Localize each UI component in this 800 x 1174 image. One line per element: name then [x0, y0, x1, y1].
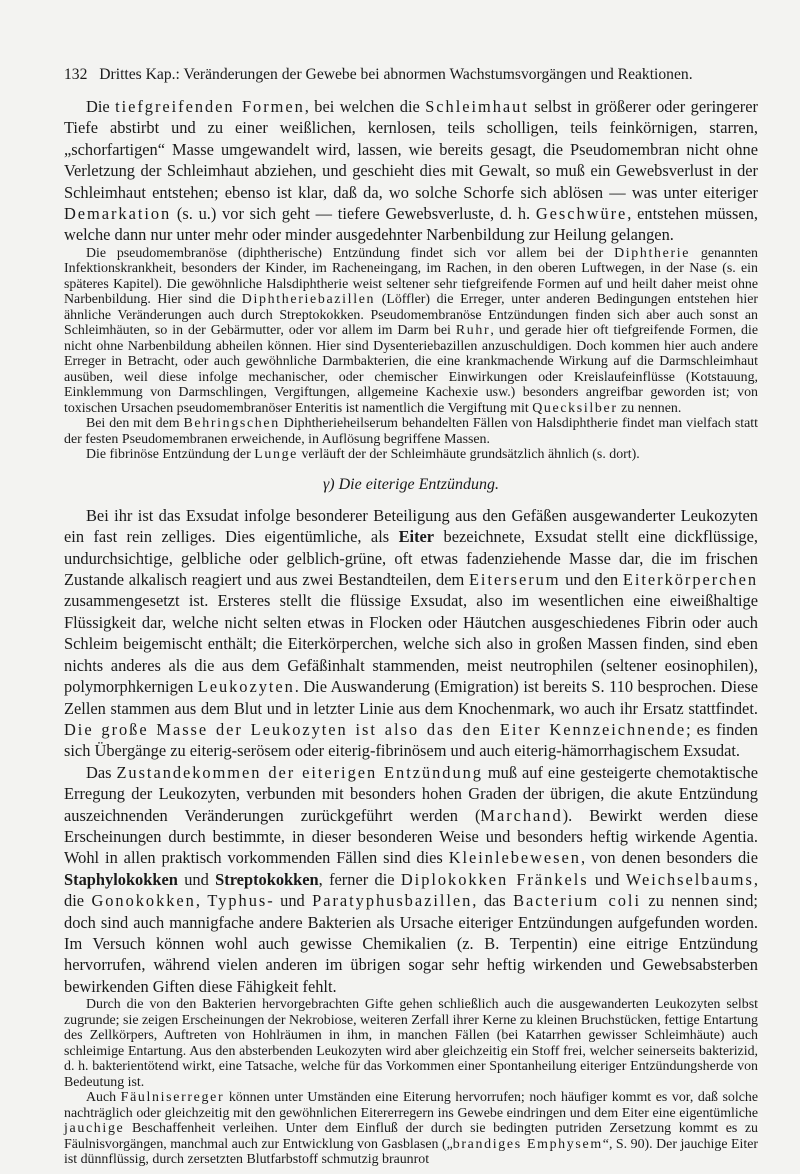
spaced-emphasis: brandiges Emphysem — [452, 1136, 603, 1152]
text-run: Beschaffenheit verleihen. Unter dem Einfluß der durch sie bedingten putriden Zersetzung kommt es zu Fäulnisvorgängen, manchmal auch zur Entwicklung von Gasblasen („ — [64, 1121, 758, 1152]
small-paragraph — [64, 246, 758, 417]
spaced-emphasis: Eiterserum — [468, 570, 561, 590]
spaced-emphasis: Weichselbaums — [625, 869, 754, 889]
paragraph — [64, 96, 758, 246]
bold-term: Staphylokokken — [64, 869, 178, 889]
small-paragraph — [64, 447, 758, 463]
text-run: genannten Infektionskrankheit, besonders der Kinder, im Racheneingang, im Rachen, in den oberen Luftwegen, in der Nase (s. ein späteres Kapitel). Die gewöhnliche Halsdiphtherie weist seltener sehr tiefgreifende Formen auf und heilt daher meist ohne Narbenbildung. Hier sind die — [64, 245, 758, 308]
text-run: Durch die von den Bakterien hervorgebrachten Gifte gehen schließlich auch die ausgewanderten Leukozyten selbst zugrunde; sie zeigen Erscheinungen der Nekrobiose, weiteren Zerfall ihrer Kerne zu kleinen Bruchstücken, fettige Entartung des Zellkörpers, Auftreten von Hohlräumen in ihm, in manchen Fällen (bei Katarrhen gewisser Schleimhäute) auch schleimige Entartung. Aus den absterbenden Leukozyten wird aber gleichzeitig ein Stoff frei, welcher seinerseits bakterizid, d. h. bakterientötend wirkt, eine Tatsache, welche für das Vorkommen einer Spontanheilung eiteriger Entzündungsherde von Bedeutung ist. — [64, 997, 758, 1090]
spaced-emphasis: Diphtherie — [614, 245, 691, 261]
spaced-emphasis: Marchand — [480, 805, 563, 825]
text-run: , von denen besonders die — [580, 848, 758, 868]
bold-term: Streptokokken — [215, 869, 319, 889]
text-run: , entstehen müssen, welche dann nur unter mehr oder minder ausgedehnter Narbenbildung zur Heilung gelangen. — [64, 204, 758, 245]
small-paragraph — [64, 997, 758, 1090]
text-run: muß auf eine gesteigerte chemotaktische Erregung der Leukozyten, verbunden mit besonders hohen Graden der übrigen, die akute Entzündung auszeichnenden Veränderungen zurückgeführt werden ( — [64, 762, 758, 825]
paragraph — [64, 505, 758, 762]
spaced-emphasis: Ruhr — [455, 323, 491, 339]
text-run: , und gerade hier oft tiefgreifende Formen, die nicht ohne Narbenbildung abheilen können. Hier sind Dysenteriebazillen anzuschuldigen. Doch kommen hier auch andere Erreger in Betracht, oder auch gewöhnliche Darmbakterien, die eine krankmachende Wirkung auf die Darmschleimhaut ausüben, weil diese infolge mechanischer, oder chemischer Einwirkungen oder Kreislaufeinflüsse (Kotstauung, Einklemmung von Darmschlingen, Vergiftungen, allgemeine Kachexie usw.) besonders angreifbar geworden ist; von toxischen Ursachen pseudomembranöser Enteritis ist namentlich die Vergiftung mit — [64, 323, 758, 416]
section-heading: γ) Die eiterige Entzündung. — [322, 475, 500, 493]
text-run: und — [588, 869, 626, 889]
spaced-emphasis: Eiterkörperchen — [622, 570, 758, 590]
text-run: selbst in größerer oder geringerer Tiefe abstirbt und zu einer weißlichen, kernlosen, teils scholligen, teils feinkörnigen, starren, „schorfartigen“ Masse umgewandelt wird, lassen, wie bereits gesagt, die Pseudomembran nicht ohne Verletzung der Schleimhaut abziehen, und geschieht dies mit Gewalt, so muß ein Gewebsverlust in der Schleimhaut entstehen; ebenso ist klar, daß da, wo solche Schorfe sich ablösen — was unter eiteriger — [64, 97, 758, 202]
spaced-emphasis: Kleinlebewesen — [448, 848, 581, 868]
running-title: Drittes Kap.: Veränderungen der Gewebe bei abnormen Wachstumsvorgängen und Reaktionen. — [99, 66, 693, 83]
text-run: Bei ihr ist das Exsudat infolge besonderer Beteiligung aus den Gefäßen ausgewanderter Leukozyten ein fast rein zelliges. Dies eigentümliche, als — [64, 505, 758, 547]
text-run: ; es finden sich Übergänge zu eiterig-serösem oder eiterig-fibrinösem und auch eiterig-hämorrhagischem Exsudat. — [64, 719, 758, 761]
text-run: verläuft der der Schleimhäute grundsätzlich ähnlich (s. dort). — [298, 447, 640, 463]
text-run: Die — [86, 97, 116, 116]
text-run: , ferner die — [318, 869, 401, 889]
text-run: zusammengesetzt ist. Ersteres stellt die flüssige Exsudat, also im wesentlichen eine eiweißhaltige Flüssigkeit dar, welche nicht selten etwas in Flocken oder Häutchen ausgeschiedenes Fibrin oder auch Schleim beigemischt enthält; die Eiterkörperchen, welche sich also in großen Massen finden, sind eben nichts anderes als die aus dem Gefäßinhalt stammenden, meist neutrophilen (seltener eosinophilen), polymorphkernigen — [64, 591, 758, 697]
text-run: . Die Auswanderung (Emigration) ist bereits S. 110 besprochen. Diese Zellen stammen aus dem Blut und in letzter Linie aus dem Knochenmark, wo auch ihr Ersatz stattfindet. — [64, 677, 758, 718]
spaced-emphasis: Bacterium coli — [513, 891, 641, 911]
running-head — [64, 66, 758, 84]
text-run: , bei welchen die — [304, 97, 426, 116]
small-paragraph — [64, 1090, 758, 1168]
spaced-emphasis: Lunge — [254, 447, 299, 463]
text-run: und den — [560, 570, 623, 590]
spaced-emphasis: Demarkation — [64, 204, 172, 224]
spaced-emphasis: Diplokokken Fränkels — [400, 869, 589, 889]
text-run: (s. u.) vor sich geht — tiefere Gewebsverluste, d. h. — [171, 204, 536, 224]
spaced-emphasis: Diphtheriebazillen — [241, 292, 376, 308]
text-run: , das — [472, 891, 514, 911]
spaced-emphasis: Behringschen — [183, 416, 280, 432]
spaced-emphasis: Fäulniserreger — [120, 1090, 225, 1106]
text-run: und — [177, 869, 216, 889]
spaced-emphasis: Gonokokken — [91, 891, 196, 911]
paragraph — [64, 762, 758, 997]
text-run: Auch — [86, 1090, 121, 1106]
spaced-emphasis: Geschwüre — [535, 204, 628, 224]
spaced-emphasis: jauchige — [64, 1121, 125, 1137]
text-run: Die fibrinöse Entzündung der — [86, 447, 255, 463]
spaced-emphasis: Leukozyten — [197, 677, 295, 697]
text-run: Das — [86, 762, 117, 782]
small-paragraph — [64, 416, 758, 447]
spaced-emphasis: Quecksilber — [532, 400, 618, 416]
text-run: Die pseudomembranöse (diphtherische) Entzündung findet sich vor allem bei der — [86, 245, 615, 261]
spaced-emphasis: Paratyphusbazillen — [312, 891, 473, 911]
spaced-emphasis: Zustandekommen der eiterigen Entzündung — [116, 762, 483, 782]
text-run: - und — [267, 891, 313, 911]
text-run: zu nennen sind; doch sind auch mannigfache andere Bakterien als Ursache eiteriger Entzündungen aufgefunden worden. Im Versuch können wohl auch gewisse Chemikalien (z. B. Terpentin) eine eitrige Entzündung hervorrufen, während vielen anderen im übrigen sogar sehr heftig wirkenden und Gewebsabsterben bewirkenden Giften diese Fähigkeit fehlt. — [64, 891, 758, 996]
text-run: (Löffler) die Erreger, unter anderen Bedingungen entstehen hier ähnliche Veränderungen auch durch Streptokokken. Pseudomembranöse Entzündungen finden sich aber auch sonst an Schleimhäuten, so in der Gebärmutter, oder vor allem im Darm bei — [64, 292, 758, 339]
text-run: bezeichnete, Exsudat stellt eine dickflüssige, undurchsichtige, gelbliche oder gelblich-grüne, oft etwas fadenziehende Masse dar, die im frischen Zustande alkalisch reagiert und aus zwei Bestandteilen, dem — [64, 527, 758, 590]
text-run: , die — [64, 869, 758, 911]
spaced-emphasis: Schleimhaut — [425, 97, 529, 116]
bold-term: Eiter — [398, 527, 435, 547]
text-run: zu nennen. — [617, 400, 682, 416]
spaced-emphasis: tiefgreifenden Formen — [115, 97, 305, 116]
text-run: Diphtherieheilserum behandelten Fällen von Halsdiphtherie findet man vielfach statt der festen Pseudomembranen erweichende, in Auflösung begriffene Massen. — [64, 416, 758, 447]
text-run: “, S. 90). Der jauchige Eiter ist dünnflüssig, durch zersetzten Blutfarbstoff schmutzig braunrot — [64, 1136, 758, 1168]
spaced-emphasis: Die große Masse der Leukozyten ist also das den Eiter Kennzeichnende — [64, 719, 687, 739]
text-run: , — [195, 891, 208, 911]
page-number: 132 — [64, 66, 88, 83]
text-run: können unter Umständen eine Eiterung hervorrufen; noch häufiger kommt es vor, daß solche nachträglich oder gleichzeitig mit den gewöhnlichen Eitererregern ins Gewebe eindringen und dem Eiter eine eigentümliche — [64, 1090, 758, 1121]
spaced-emphasis: Typhus — [207, 891, 268, 911]
text-run: ). Bewirkt werden diese Erscheinungen durch bestimmte, in dieser besonderen Weise und besonders heftig wirkende Agentia. Wohl in allen praktisch vorkommenden Fällen sind dies — [64, 805, 758, 868]
text-run: Bei den mit dem — [86, 416, 184, 432]
